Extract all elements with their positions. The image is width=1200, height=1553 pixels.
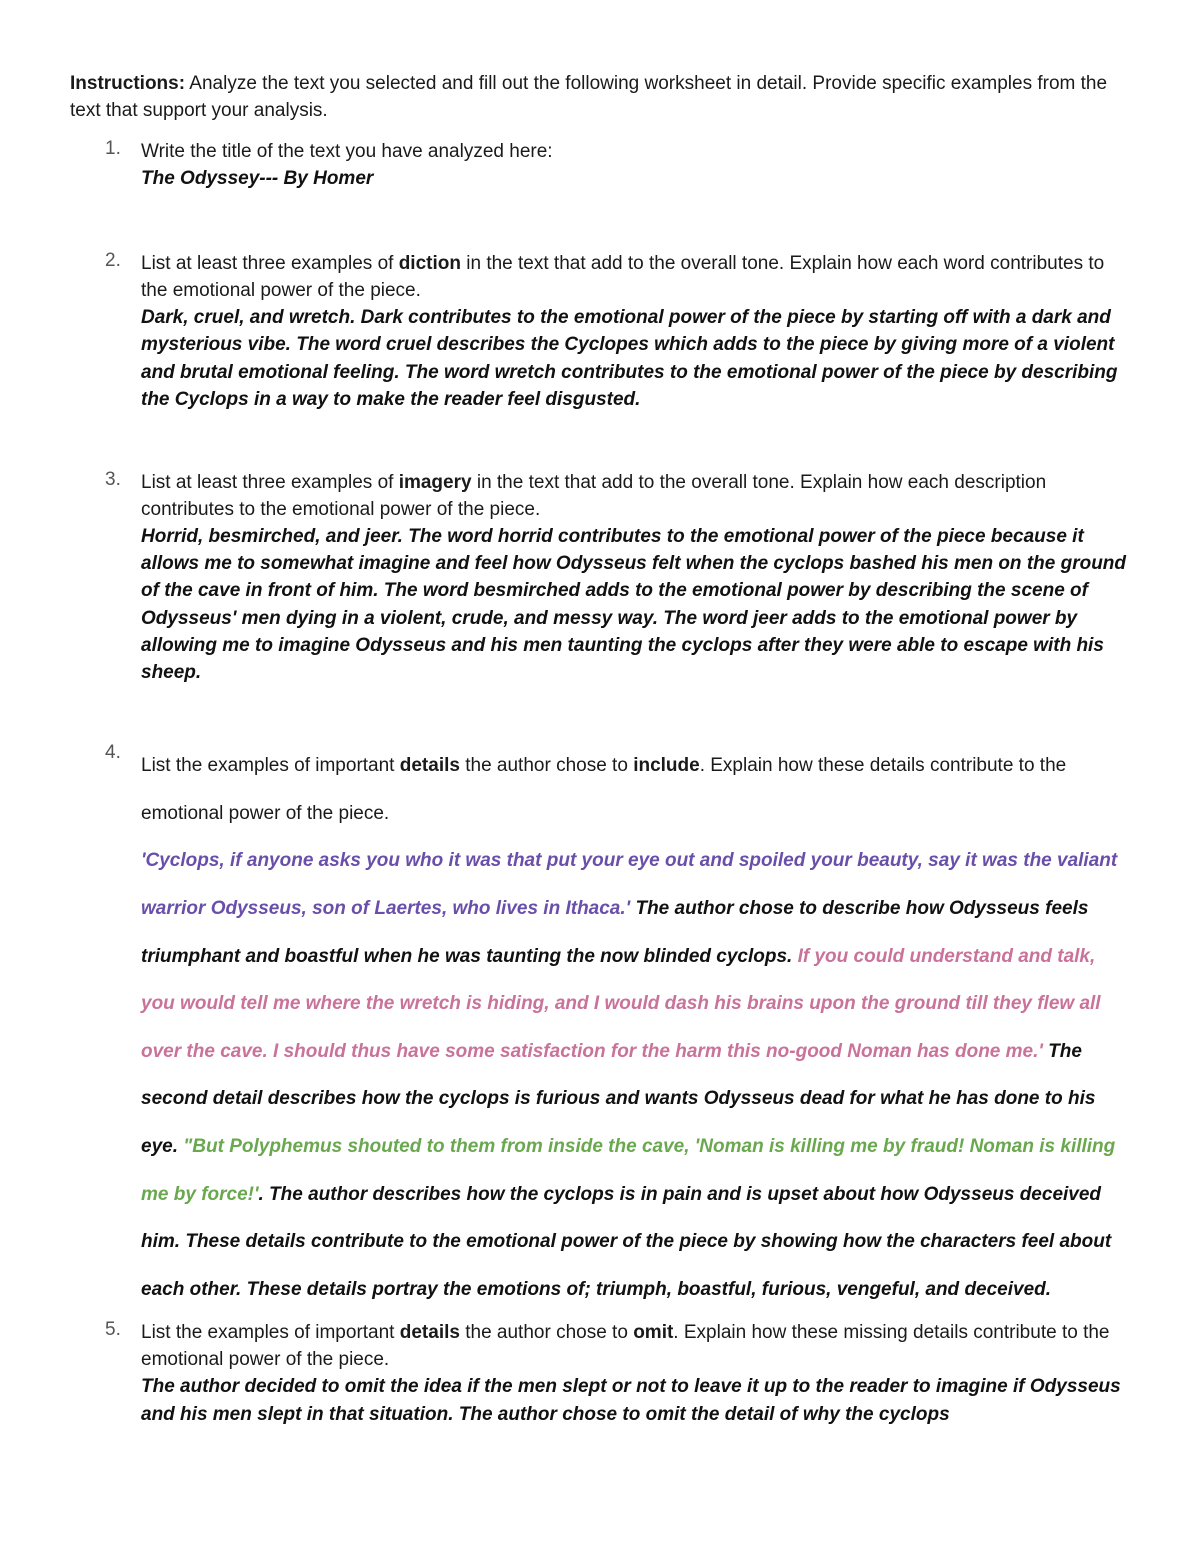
answer-explanation: . The author describes how the cyclops is in pain and is upset about how Odysseus deceived him. These details contribute to the emotional power of the piece by showing how the characters feel about each other. These details portray the emotions of; triumph, boastful, furious, vengeful, and deceived.	[141, 1183, 1112, 1300]
question-prompt	[141, 469, 1130, 523]
prompt-text: List the examples of important	[141, 755, 400, 777]
question-number: 3.	[105, 469, 121, 491]
instructions-text: Analyze the text you selected and fill out the following worksheet in detail. Provide specific examples from the text that support your analysis.	[70, 73, 1108, 121]
prompt-text: in the text that add to the overall tone. Explain how each description contributes to the emotional power of the piece.	[141, 472, 1047, 521]
question-3	[70, 469, 1130, 686]
prompt-text: List at least three examples of	[141, 472, 399, 494]
question-number: 1.	[105, 138, 121, 159]
answer-text: Horrid, besmirched, and jeer. The word horrid contributes to the emotional power of the piece because it allows me to somewhat imagine and feel how Odysseus felt when the cyclops bashed his men on the ground of the cave in front of him. The word besmirched adds to the emotional power by describing the scene of Odysseus' men dying in a violent, crude, and messy way. The word jeer adds to the emotional power by allowing me to imagine Odysseus and his men taunting the cyclops after they were able to escape with his sheep.	[141, 526, 1127, 684]
question-2	[70, 250, 1130, 413]
quote-polyphemus: "But Polyphemus shouted to them from inside the cave, 'Noman is killing me by fraud! Noman is killing me by force!'	[141, 1135, 1116, 1205]
answer-text	[141, 837, 1130, 1313]
question-number: 2.	[105, 250, 121, 272]
question-prompt	[141, 1319, 1130, 1373]
answer-text: Dark, cruel, and wretch. Dark contributes to the emotional power of the piece by starting off with a dark and mysterious vibe. The word cruel describes the Cyclopes which adds to the piece by giving more of a violent and brutal emotional feeling. The word wretch contributes to the emotional power of the piece by describing the Cyclops in a way to make the reader feel disgusted.	[141, 307, 1118, 410]
prompt-keyword: details	[399, 1322, 460, 1344]
prompt-keyword: include	[633, 755, 700, 777]
prompt-keyword: omit	[633, 1322, 674, 1344]
prompt-text: . Explain how these missing details contribute to the emotional power of the piece.	[141, 1322, 1110, 1371]
question-1	[70, 138, 1130, 192]
prompt-text: the author chose to	[459, 755, 634, 777]
question-5	[70, 1319, 1130, 1427]
quote-odysseus: 'Cyclops, if anyone asks you who it was that put your eye out and spoiled your beauty, say it was the valiant warrior Odysseus, son of Laertes, who lives in Ithaca.'	[141, 850, 1118, 920]
prompt-text: . Explain how these details contribute to the emotional power of the piece.	[141, 755, 1067, 824]
prompt-text: List the examples of important	[141, 1322, 400, 1344]
prompt-keyword: details	[399, 755, 460, 777]
question-number: 5.	[105, 1319, 121, 1341]
question-prompt	[141, 250, 1130, 304]
prompt-text: the author chose to	[459, 1322, 634, 1344]
answer-text: The Odyssey--- By Homer	[141, 168, 374, 189]
answer-explanation: The second detail describes how the cyclops is furious and wants Odysseus dead for what he has done to his eye.	[141, 1040, 1096, 1157]
question-prompt	[141, 742, 1130, 837]
quote-cyclops: If you could understand and talk, you would tell me where the wretch is hiding, and I would dash his brains upon the ground till they flew all over the cave. I should thus have some satisfaction for the harm this no-good Noman has done me.'	[141, 945, 1101, 1062]
answer-text: The author decided to omit the idea if the men slept or not to leave it up to the reader to imagine if Odysseus and his men slept in that situation. The author chose to omit the detail of why the cyclops	[141, 1376, 1121, 1425]
question-list	[70, 138, 1130, 1428]
prompt-text: List at least three examples of	[141, 253, 399, 275]
prompt-text: in the text that add to the overall tone. Explain how each word contributes to the emotional power of the piece.	[141, 253, 1105, 302]
question-prompt: Write the title of the text you have analyzed here:	[141, 141, 553, 162]
answer-explanation: The author chose to describe how Odysseus feels triumphant and boastful when he was taunting the now blinded cyclops.	[141, 898, 1089, 967]
instructions	[70, 70, 1130, 124]
prompt-keyword: imagery	[398, 472, 472, 494]
question-4	[70, 742, 1130, 1313]
prompt-keyword: diction	[398, 253, 461, 275]
instructions-label: Instructions:	[70, 73, 186, 94]
question-number: 4.	[105, 742, 121, 764]
